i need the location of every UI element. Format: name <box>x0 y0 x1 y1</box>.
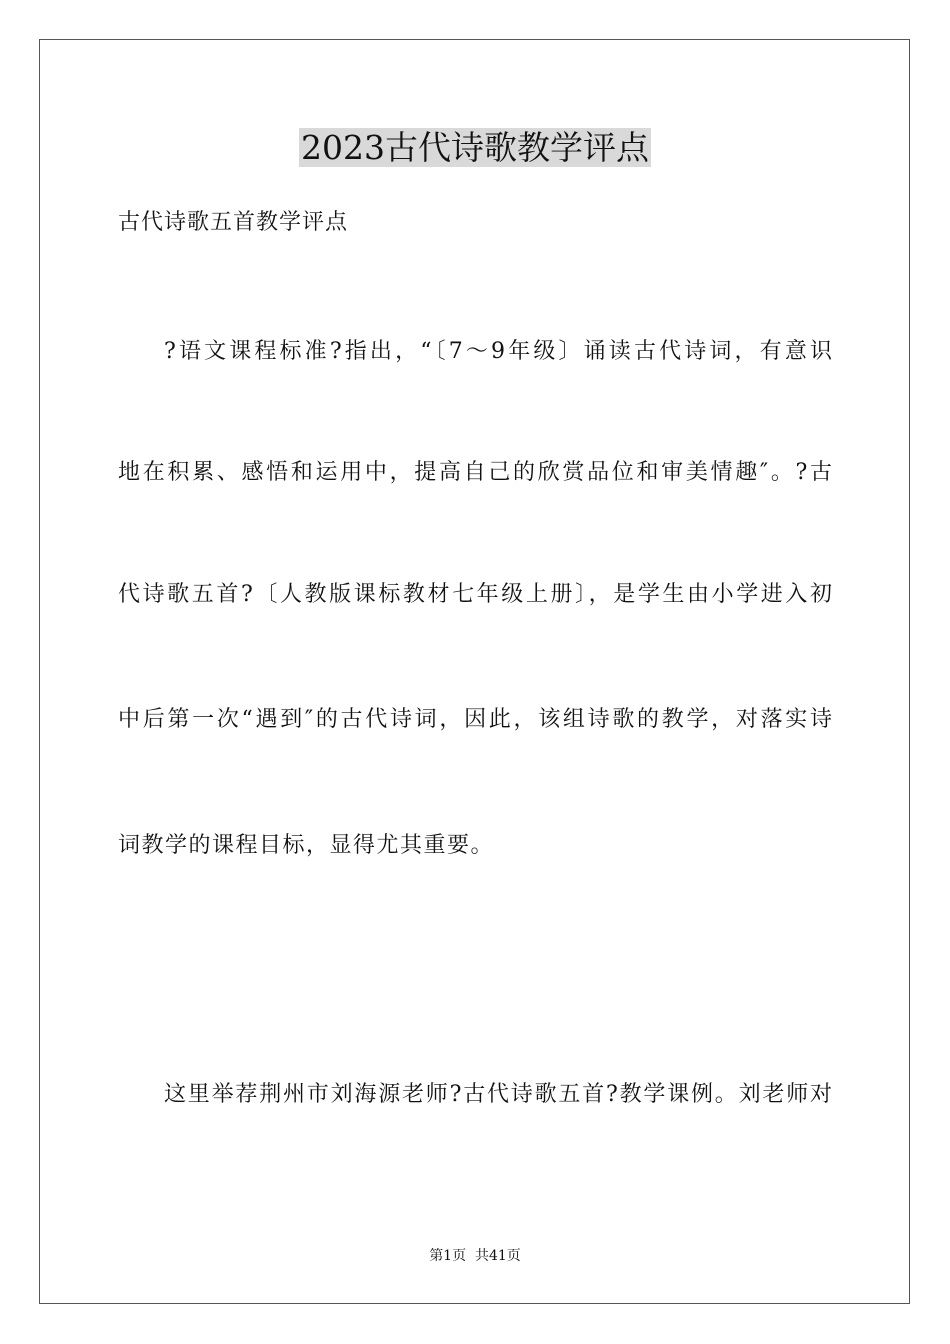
document-title <box>0 124 950 172</box>
page-number-footer: 第1页 共41页 <box>429 1248 521 1264</box>
paragraph-1-line-3: 代诗歌五首?〔人教版课标教材七年级上册〕，是学生由小学进入初 <box>118 582 832 607</box>
paragraph-1-line-5: 词教学的课程目标，显得尤其重要。 <box>118 833 495 858</box>
paragraph-1-line-4: 中后第一次“遇到″的古代诗词，因此，该组诗歌的教学，对落实诗 <box>118 707 832 732</box>
paragraph-1-line-1: ?语文课程标准?指出，“〔7～9年级〕诵读古代诗词，有意识 <box>164 339 832 364</box>
paragraph-1-line-2: 地在积累、感悟和运用中，提高自己的欣赏品位和审美情趣″。?古 <box>118 460 832 485</box>
paragraph-2-line-1: 这里举荐荆州市刘海源老师?古代诗歌五首?教学课例。刘老师对 <box>164 1082 832 1107</box>
document-subtitle: 古代诗歌五首教学评点 <box>118 210 349 235</box>
document-title-text: 2023古代诗歌教学评点 <box>301 128 649 167</box>
